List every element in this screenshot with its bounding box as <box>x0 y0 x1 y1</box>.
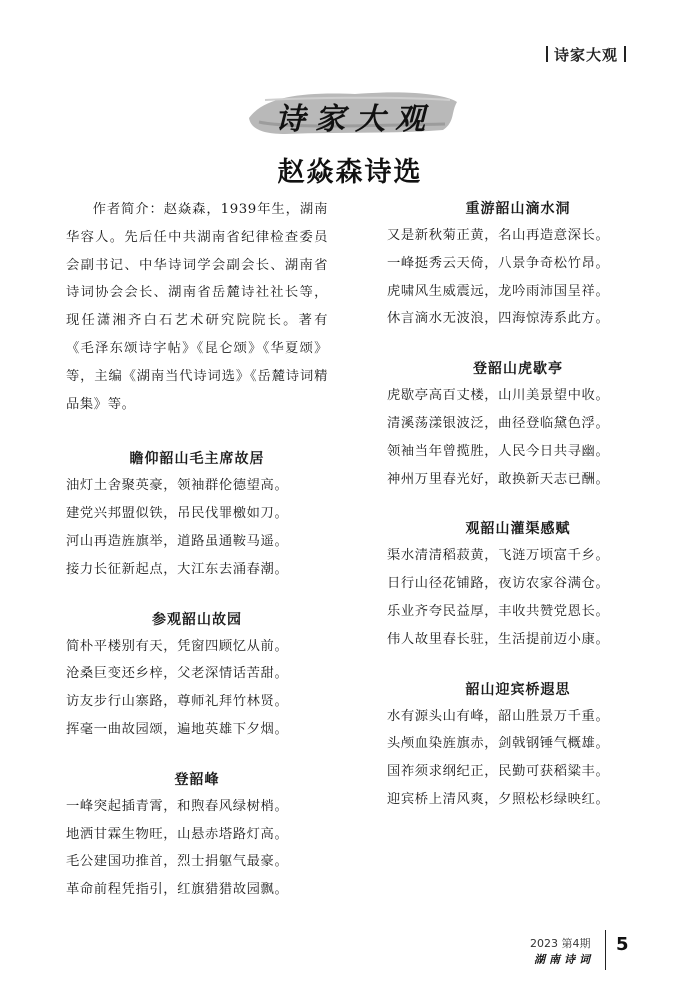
poem-line: 日行山径花铺路，夜访农家谷满仓。 <box>387 576 610 592</box>
poem-line: 接力长征新起点，大江东去涌春潮。 <box>66 561 289 577</box>
poem-line: 虎歇亭高百丈楼，山川美景望中收。 <box>387 388 610 404</box>
poem-title: 参观韶山故园 <box>152 611 242 628</box>
poem-2 <box>66 607 328 744</box>
poem-line: 又是新秋菊正黄，名山再造意深长。 <box>387 228 610 243</box>
poem-title: 韶山迎宾桥遐思 <box>465 681 571 698</box>
poem-line: 建党兴邦盟似铁，吊民伐罪檄如刀。 <box>66 506 289 522</box>
tag-bar-right <box>624 46 626 62</box>
author-intro: 作者简介：赵焱森，1939年生，湖南华容人。先后任中共湖南省纪律检查委员会副书记、中华诗词学会副会长、湖南省诗词协会会长、湖南省岳麓诗社社长等，现任潇湘齐白石艺术研究院院长。著有《毛泽东颂诗字帖》《昆仑颂》《华夏颂》等，主编《湖南当代诗词选》《岳麓诗词精品集》等。 <box>66 202 328 412</box>
section-tag <box>540 44 632 65</box>
poem-line: 头颅血染旌旗赤，剑戟钢锤气概雄。 <box>387 736 610 752</box>
poem-4 <box>387 196 649 333</box>
poem-line: 清溪荡漾银波泛，曲径登临黛色浮。 <box>387 415 610 431</box>
issue-label: 2023 第4期 <box>530 937 591 950</box>
poem-title: 瞻仰韶山毛主席故居 <box>129 451 265 468</box>
poem-line: 一峰突起插青霄，和煦春风绿树梢。 <box>66 798 289 814</box>
poem-title: 登韶山虎歇亭 <box>473 361 563 378</box>
poem-line: 沧桑巨变还乡梓，父老深情话苦甜。 <box>66 666 289 682</box>
magazine-brand: 湖南诗词 <box>534 953 594 966</box>
poem-title: 登韶峰 <box>174 771 220 788</box>
poem-line: 访友步行山寨路，尊师礼拜竹林贤。 <box>66 694 289 710</box>
page-number: 5 <box>616 934 629 955</box>
poem-line: 乐业齐夸民益厚，丰收共赞党恩长。 <box>387 603 610 619</box>
poem-line: 虎啸风生威震远，龙吟雨沛国呈祥。 <box>387 283 610 299</box>
poem-line: 油灯土舍聚英豪，领袖群伦德望高。 <box>66 478 289 494</box>
poem-line: 伟人故里春长驻，生活提前迈小康。 <box>387 631 610 647</box>
left-column <box>66 196 328 904</box>
poem-line: 领袖当年曾揽胜，人民今日共寻幽。 <box>387 443 610 459</box>
poem-line: 革命前程凭指引，红旗猎猎故园飘。 <box>66 882 289 898</box>
footer-divider <box>605 930 606 970</box>
poem-line: 河山再造旌旗举，道路虽通鞍马遥。 <box>66 533 289 549</box>
poem-line: 一峰挺秀云天倚，八景争奇松竹昂。 <box>387 255 610 271</box>
poem-title: 观韶山灌渠感赋 <box>465 521 571 538</box>
poem-3 <box>66 767 328 904</box>
poem-line: 简朴平楼别有天，凭窗四顾忆从前。 <box>66 638 289 654</box>
poem-line: 水有源头山有峰，韶山胜景万千重。 <box>387 708 610 724</box>
poem-line: 挥毫一曲故园颂，遍地英雄下夕烟。 <box>66 721 289 737</box>
poem-title: 重游韶山滴水洞 <box>465 201 571 217</box>
section-tag-label: 诗家大观 <box>553 46 618 64</box>
poem-line: 地洒甘霖生物旺，山悬赤塔路灯高。 <box>66 826 289 842</box>
poem-line: 毛公建国功推首，烈士捐躯气最豪。 <box>66 854 289 870</box>
poem-5 <box>387 356 649 493</box>
poem-7 <box>387 677 649 814</box>
banner-title: 诗家大观 <box>275 102 435 137</box>
right-column <box>387 196 649 814</box>
poem-line: 神州万里春光好，敢换新天志已酬。 <box>387 471 610 487</box>
poem-line: 迎宾桥上清风爽，夕照松杉绿映红。 <box>387 791 610 807</box>
poem-line: 国祚须求纲纪正，民勤可获稻粱丰。 <box>387 764 610 780</box>
poem-6 <box>387 516 649 653</box>
poem-line: 渠水清清稻菽黄，飞涟万顷富千乡。 <box>387 548 610 564</box>
column-banner <box>245 88 460 136</box>
article-title: 赵焱森诗选 <box>277 157 423 188</box>
poem-1 <box>66 446 328 583</box>
poem-line: 休言滴水无波浪，四海惊涛系此方。 <box>387 311 610 327</box>
tag-bar-left <box>546 46 548 62</box>
